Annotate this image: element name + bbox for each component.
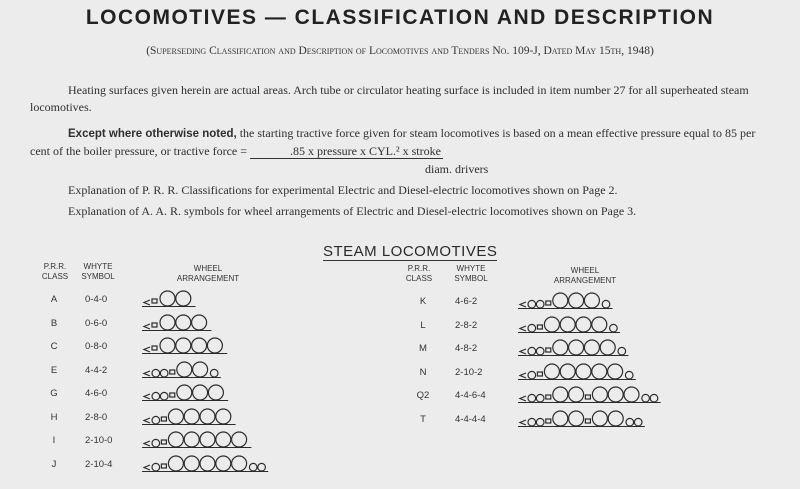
trailing-wheel-icon: [258, 463, 266, 471]
prr-class-cell: H: [50, 411, 58, 423]
whyte-symbol-cell: 2-10-0: [85, 435, 113, 446]
whyte-symbol-cell: 0-4-0: [85, 294, 108, 305]
trailing-wheel-icon: [610, 324, 618, 332]
driver-wheel-icon: [176, 315, 191, 330]
driver-wheel-icon: [592, 411, 607, 426]
wheel-table-row: [413, 317, 743, 337]
whyte-symbol-cell: 2-8-2: [455, 319, 478, 331]
prr-class-cell: B: [50, 317, 58, 329]
whyte-symbol-cell: 4-8-2: [455, 343, 478, 354]
pilot-icon: [144, 300, 150, 305]
whyte-symbol-cell: 4-6-0: [85, 388, 108, 399]
header-prr-class-right: P.R.R. CLASS: [405, 264, 433, 283]
leading-wheel-icon: [152, 392, 160, 400]
cylinder-icon: [546, 301, 551, 305]
driver-wheel-icon: [553, 411, 568, 426]
leading-wheel-icon: [528, 418, 536, 426]
driver-wheel-icon: [584, 340, 599, 355]
whyte-symbol-cell: 2-10-2: [455, 366, 483, 378]
whyte-symbol-cell: 4-4-6-4: [455, 390, 486, 401]
driver-wheel-icon: [184, 456, 199, 471]
driver-wheel-icon: [553, 293, 568, 308]
prr-class-cell: T: [420, 413, 426, 425]
page-subtitle: (Superseding Classification and Description of Locomotives and Tenders No. 109-J, Dated May 15th, 1948): [146, 45, 654, 57]
heating-surface-note: Heating surfaces given herein are actual areas. Arch tube or circulator heating surface is included in item number 27 for all superheated steam locomotives.: [30, 83, 749, 114]
wheel-table-row: [44, 291, 374, 311]
driver-wheel-icon: [193, 362, 208, 377]
wheel-arrangement-diagram: [142, 385, 230, 403]
prr-class-cell: J: [51, 458, 57, 470]
driver-wheel-icon: [553, 387, 568, 402]
tractive-force-note: [30, 125, 775, 160]
wheel-arrangement-diagram: [142, 291, 198, 309]
cylinder-icon: [170, 370, 175, 374]
leading-wheel-icon: [160, 369, 168, 377]
driver-wheel-icon: [193, 385, 208, 400]
cylinder-icon: [152, 346, 157, 350]
cylinder-icon: [546, 395, 551, 399]
cylinder-icon: [152, 299, 157, 303]
leading-wheel-icon: [536, 347, 544, 355]
pilot-icon: [520, 396, 526, 401]
whyte-symbol-cell: 4-4-2: [85, 364, 108, 376]
driver-wheel-icon: [544, 364, 559, 379]
page-title: LOCOMOTIVES — CLASSIFICATION AND DESCRIPTION: [85, 6, 715, 29]
trailing-wheel-icon: [650, 394, 658, 402]
wheel-arrangement-diagram: [518, 387, 663, 405]
leading-wheel-icon: [528, 371, 536, 379]
cylinder-icon: [152, 323, 157, 327]
wheel-table-row: [413, 340, 743, 360]
trailing-wheel-icon: [634, 418, 642, 426]
wheel-arrangement-diagram: [142, 456, 270, 474]
wheel-arrangement-diagram: [518, 317, 622, 335]
trailing-wheel-icon: [602, 300, 610, 308]
leading-wheel-icon: [536, 300, 544, 308]
driver-wheel-icon: [553, 340, 568, 355]
prr-class-cell: L: [420, 319, 426, 331]
prr-class-cell: A: [50, 294, 58, 305]
driver-wheel-icon: [207, 338, 222, 353]
header-whyte-symbol-right: WHYTE SYMBOL: [454, 264, 488, 283]
pilot-icon: [144, 371, 150, 376]
trailing-wheel-icon: [626, 418, 634, 426]
leading-wheel-icon: [536, 394, 544, 402]
driver-wheel-icon: [176, 291, 191, 306]
whyte-symbol-cell: 2-8-0: [85, 411, 108, 423]
prr-classification-note: Explanation of P. R. R. Classifications for experimental Electric and Diesel-electric locomotives shown on Page 2.: [68, 183, 618, 197]
cylinder-icon: [161, 417, 166, 421]
driver-wheel-icon: [608, 364, 623, 379]
cylinder-icon: [537, 325, 542, 329]
header-whyte-symbol-left: WHYTE SYMBOL: [81, 262, 115, 281]
driver-wheel-icon: [232, 432, 247, 447]
driver-wheel-icon: [168, 409, 183, 424]
prr-class-cell: Q2: [416, 390, 430, 401]
wheel-table-row: [44, 362, 374, 382]
driver-wheel-icon: [192, 315, 207, 330]
driver-wheel-icon: [592, 317, 607, 332]
driver-wheel-icon: [160, 338, 175, 353]
wheel-table-row: [413, 411, 743, 431]
leading-wheel-icon: [528, 347, 536, 355]
driver-wheel-icon: [216, 409, 231, 424]
formula-numerator: .85 x pressure x CYL.² x stroke: [250, 144, 443, 159]
driver-wheel-icon: [208, 385, 223, 400]
driver-wheel-icon: [192, 338, 207, 353]
pilot-icon: [520, 373, 526, 378]
driver-wheel-icon: [624, 387, 639, 402]
cylinder-icon: [161, 440, 166, 444]
prr-class-cell: N: [419, 366, 427, 378]
pilot-icon: [144, 394, 150, 399]
driver-wheel-icon: [200, 432, 215, 447]
driver-wheel-icon: [608, 411, 623, 426]
header-wheel-arrangement-left: WHEEL ARRANGEMENT: [176, 264, 240, 283]
wheel-arrangement-diagram: [142, 432, 253, 450]
leading-wheel-icon: [152, 416, 160, 424]
driver-wheel-icon: [576, 317, 591, 332]
leading-wheel-icon: [160, 392, 168, 400]
driver-wheel-icon: [168, 432, 183, 447]
wheel-table-row: [413, 387, 743, 407]
driver-wheel-icon: [608, 387, 623, 402]
leading-wheel-icon: [528, 394, 536, 402]
driver-wheel-icon: [584, 293, 599, 308]
whyte-symbol-cell: 4-6-2: [455, 296, 478, 307]
wheel-table-row: [44, 409, 374, 429]
wheel-table-row: [44, 432, 374, 452]
whyte-symbol-cell: 0-8-0: [85, 341, 108, 352]
trailing-wheel-icon: [625, 371, 633, 379]
pilot-icon: [144, 465, 150, 470]
driver-wheel-icon: [177, 385, 192, 400]
wheel-arrangement-diagram: [142, 409, 238, 427]
prr-class-cell: I: [52, 435, 56, 446]
driver-wheel-icon: [232, 456, 247, 471]
driver-wheel-icon: [592, 364, 607, 379]
cylinder-icon: [546, 419, 551, 423]
pilot-icon: [520, 302, 526, 307]
whyte-symbol-cell: 4-4-4-4: [455, 413, 486, 425]
wheel-table-row: [44, 385, 374, 405]
cylinder-icon: [585, 419, 590, 423]
wheel-table-row: [413, 364, 743, 384]
trailing-wheel-icon: [642, 394, 650, 402]
pilot-icon: [520, 420, 526, 425]
pilot-icon: [144, 418, 150, 423]
driver-wheel-icon: [592, 387, 607, 402]
wheel-arrangement-diagram: [518, 340, 630, 358]
driver-wheel-icon: [176, 338, 191, 353]
leading-wheel-icon: [528, 300, 536, 308]
driver-wheel-icon: [569, 293, 584, 308]
driver-wheel-icon: [184, 432, 199, 447]
driver-wheel-icon: [569, 411, 584, 426]
leading-wheel-icon: [536, 418, 544, 426]
wheel-table-row: [413, 293, 743, 313]
aar-symbols-note: Explanation of A. A. R. symbols for wheel arrangements of Electric and Diesel-electric locomotives shown on Page 3.: [68, 204, 637, 218]
driver-wheel-icon: [160, 291, 175, 306]
driver-wheel-icon: [576, 364, 591, 379]
cylinder-icon: [170, 393, 175, 397]
leading-wheel-icon: [152, 463, 160, 471]
driver-wheel-icon: [216, 432, 231, 447]
wheel-table-row: [44, 456, 374, 476]
driver-wheel-icon: [569, 340, 584, 355]
driver-wheel-icon: [544, 317, 559, 332]
driver-wheel-icon: [560, 364, 575, 379]
leading-wheel-icon: [152, 369, 160, 377]
header-wheel-arrangement-right: WHEEL ARRANGEMENT: [553, 266, 617, 285]
driver-wheel-icon: [600, 340, 615, 355]
leading-wheel-icon: [528, 324, 536, 332]
formula-denominator: diam. drivers: [425, 162, 489, 176]
driver-wheel-icon: [569, 387, 584, 402]
trailing-wheel-icon: [210, 369, 218, 377]
prr-class-cell: C: [50, 341, 58, 352]
driver-wheel-icon: [560, 317, 575, 332]
wheel-table-row: [44, 338, 374, 358]
header-prr-class-left: P.R.R. CLASS: [41, 262, 69, 281]
prr-class-cell: G: [50, 388, 58, 399]
leading-wheel-icon: [152, 439, 160, 447]
prr-class-cell: E: [50, 364, 58, 376]
driver-wheel-icon: [184, 409, 199, 424]
wheel-arrangement-diagram: [142, 315, 213, 333]
wheel-arrangement-diagram: [142, 362, 223, 380]
tractive-force-text: the starting tractive force given for steam locomotives is based on a mean effective pressure equal to 85 per cent of the boiler pressure, or tractive force =: [30, 126, 756, 158]
wheel-arrangement-diagram: [518, 293, 615, 311]
steam-locomotives-heading: STEAM LOCOMOTIVES: [323, 243, 498, 260]
driver-wheel-icon: [160, 315, 175, 330]
driver-wheel-icon: [168, 456, 183, 471]
cylinder-icon: [585, 395, 590, 399]
whyte-symbol-cell: 2-10-4: [85, 458, 113, 470]
prr-class-cell: K: [419, 296, 427, 307]
wheel-arrangement-diagram: [518, 364, 638, 382]
prr-class-cell: M: [419, 343, 427, 354]
pilot-icon: [144, 324, 150, 329]
cylinder-icon: [537, 372, 542, 376]
cylinder-icon: [161, 464, 166, 468]
trailing-wheel-icon: [249, 463, 257, 471]
pilot-icon: [144, 347, 150, 352]
cylinder-icon: [546, 348, 551, 352]
pilot-icon: [520, 326, 526, 331]
wheel-table-row: [44, 315, 374, 335]
wheel-arrangement-diagram: [518, 411, 647, 429]
wheel-arrangement-diagram: [142, 338, 229, 356]
driver-wheel-icon: [200, 409, 215, 424]
driver-wheel-icon: [216, 456, 231, 471]
driver-wheel-icon: [200, 456, 215, 471]
pilot-icon: [520, 349, 526, 354]
trailing-wheel-icon: [618, 347, 626, 355]
driver-wheel-icon: [177, 362, 192, 377]
pilot-icon: [144, 441, 150, 446]
except-note-highlight: Except where otherwise noted,: [68, 128, 237, 140]
whyte-symbol-cell: 0-6-0: [85, 317, 108, 329]
